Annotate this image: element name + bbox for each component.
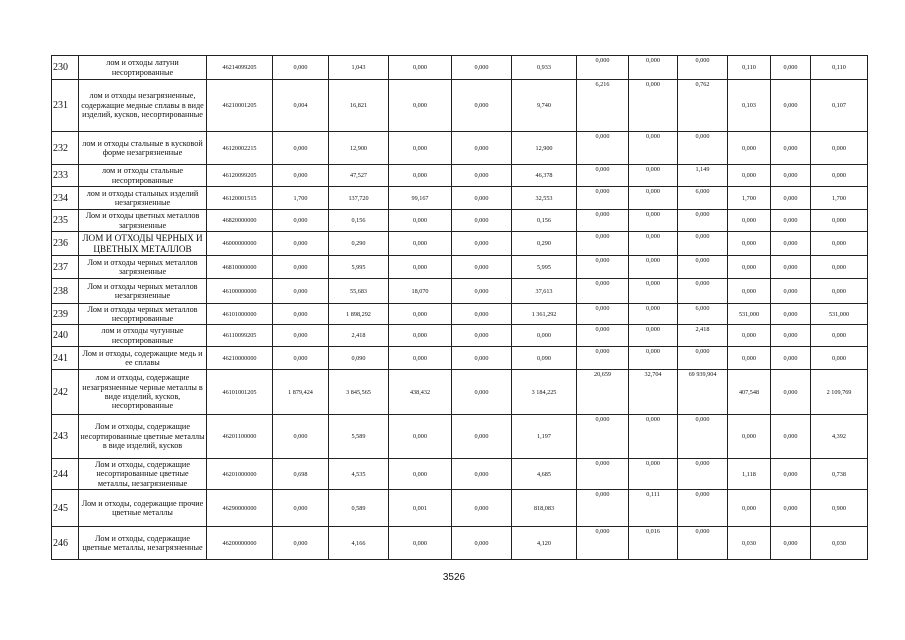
value-cell-5: 12,900	[512, 132, 577, 165]
table-row	[52, 165, 868, 187]
value-cell-10: 0,000	[771, 132, 811, 165]
value-cell-11: 0,000	[811, 256, 868, 279]
value-cell-6: 0,000	[577, 132, 629, 165]
waste-table-sheet	[51, 55, 867, 568]
value-cell-3: 0,000	[389, 232, 452, 256]
value-cell-6: 0,000	[577, 232, 629, 256]
waste-code-cell: 46214099205	[207, 56, 273, 80]
waste-name-cell: Лом и отходы черных металлов загрязненные	[79, 256, 207, 279]
value-cell-7: 0,016	[629, 527, 678, 560]
value-cell-8: 0,000	[678, 210, 728, 232]
table-row	[52, 210, 868, 232]
value-cell-5: 9,740	[512, 80, 577, 132]
value-cell-1: 0,000	[273, 256, 329, 279]
waste-code-cell: 46210001205	[207, 80, 273, 132]
value-cell-11: 1,700	[811, 187, 868, 210]
value-cell-1: 0,000	[273, 527, 329, 560]
value-cell-11: 0,900	[811, 490, 868, 527]
waste-code-cell: 46120002215	[207, 132, 273, 165]
value-cell-2: 0,589	[329, 490, 389, 527]
waste-name-cell: Лом и отходы цветных металлов загрязненные	[79, 210, 207, 232]
value-cell-8: 0,000	[678, 490, 728, 527]
value-cell-3: 0,000	[389, 256, 452, 279]
waste-code-cell: 46200000000	[207, 527, 273, 560]
waste-name-cell: лом и отходы стальных изделий незагрязненные	[79, 187, 207, 210]
value-cell-6: 0,000	[577, 279, 629, 304]
value-cell-5: 1 361,292	[512, 304, 577, 325]
table-row	[52, 56, 868, 80]
value-cell-7: 0,000	[629, 165, 678, 187]
value-cell-3: 0,000	[389, 527, 452, 560]
value-cell-6: 0,000	[577, 415, 629, 459]
waste-name-cell: лом и отходы незагрязненные, содержащие медные сплавы в виде изделий, кусков, несортированные	[79, 80, 207, 132]
value-cell-5: 4,685	[512, 459, 577, 490]
value-cell-1: 0,698	[273, 459, 329, 490]
value-cell-8: 0,000	[678, 56, 728, 80]
value-cell-10: 0,000	[771, 165, 811, 187]
value-cell-9: 1,118	[728, 459, 771, 490]
row-number-cell: 230	[52, 56, 79, 80]
value-cell-4: 0,000	[452, 459, 512, 490]
value-cell-7: 0,000	[629, 279, 678, 304]
value-cell-5: 37,613	[512, 279, 577, 304]
value-cell-2: 0,090	[329, 347, 389, 370]
value-cell-7: 0,000	[629, 210, 678, 232]
value-cell-2: 1,043	[329, 56, 389, 80]
value-cell-2: 0,290	[329, 232, 389, 256]
waste-name-cell: лом и отходы латуни несортированные	[79, 56, 207, 80]
value-cell-2: 4,166	[329, 527, 389, 560]
row-number-cell: 239	[52, 304, 79, 325]
value-cell-2: 4,535	[329, 459, 389, 490]
waste-code-cell: 46000000000	[207, 232, 273, 256]
value-cell-2: 137,720	[329, 187, 389, 210]
value-cell-1: 1,700	[273, 187, 329, 210]
value-cell-7: 0,000	[629, 304, 678, 325]
waste-code-cell: 46810000000	[207, 256, 273, 279]
value-cell-10: 0,000	[771, 370, 811, 415]
waste-name-cell: лом и отходы чугунные несортированные	[79, 325, 207, 347]
value-cell-11: 4,392	[811, 415, 868, 459]
value-cell-8: 0,000	[678, 459, 728, 490]
value-cell-3: 0,000	[389, 347, 452, 370]
value-cell-3: 99,167	[389, 187, 452, 210]
value-cell-8: 0,000	[678, 256, 728, 279]
value-cell-5: 0,933	[512, 56, 577, 80]
value-cell-6: 0,000	[577, 490, 629, 527]
value-cell-10: 0,000	[771, 527, 811, 560]
value-cell-6: 20,659	[577, 370, 629, 415]
value-cell-9: 531,000	[728, 304, 771, 325]
value-cell-6: 0,000	[577, 210, 629, 232]
row-number-cell: 246	[52, 527, 79, 560]
table-row	[52, 187, 868, 210]
value-cell-10: 0,000	[771, 279, 811, 304]
value-cell-4: 0,000	[452, 132, 512, 165]
value-cell-1: 0,000	[273, 56, 329, 80]
row-number-cell: 234	[52, 187, 79, 210]
value-cell-2: 0,156	[329, 210, 389, 232]
value-cell-6: 0,000	[577, 347, 629, 370]
value-cell-3: 0,000	[389, 132, 452, 165]
value-cell-10: 0,000	[771, 80, 811, 132]
value-cell-9: 0,000	[728, 210, 771, 232]
value-cell-10: 0,000	[771, 210, 811, 232]
value-cell-8: 0,762	[678, 80, 728, 132]
waste-table-body	[52, 56, 868, 560]
value-cell-4: 0,000	[452, 210, 512, 232]
value-cell-5: 46,378	[512, 165, 577, 187]
value-cell-11: 0,000	[811, 232, 868, 256]
value-cell-1: 0,000	[273, 132, 329, 165]
value-cell-9: 0,110	[728, 56, 771, 80]
value-cell-5: 1,197	[512, 415, 577, 459]
value-cell-1: 0,000	[273, 415, 329, 459]
waste-code-cell: 46100000000	[207, 279, 273, 304]
value-cell-11: 0,000	[811, 165, 868, 187]
value-cell-8: 6,000	[678, 304, 728, 325]
value-cell-8: 0,000	[678, 232, 728, 256]
value-cell-4: 0,000	[452, 279, 512, 304]
value-cell-3: 0,001	[389, 490, 452, 527]
value-cell-3: 0,000	[389, 80, 452, 132]
value-cell-5: 0,000	[512, 325, 577, 347]
value-cell-5: 0,090	[512, 347, 577, 370]
value-cell-5: 32,553	[512, 187, 577, 210]
waste-name-cell: лом и отходы стальные несортированные	[79, 165, 207, 187]
value-cell-2: 12,900	[329, 132, 389, 165]
value-cell-10: 0,000	[771, 490, 811, 527]
value-cell-6: 0,000	[577, 527, 629, 560]
value-cell-2: 16,821	[329, 80, 389, 132]
value-cell-7: 0,000	[629, 56, 678, 80]
value-cell-4: 0,000	[452, 56, 512, 80]
waste-name-cell: Лом и отходы черных металлов несортированные	[79, 304, 207, 325]
value-cell-1: 0,000	[273, 232, 329, 256]
table-row	[52, 232, 868, 256]
value-cell-4: 0,000	[452, 187, 512, 210]
value-cell-2: 3 845,565	[329, 370, 389, 415]
value-cell-4: 0,000	[452, 370, 512, 415]
row-number-cell: 245	[52, 490, 79, 527]
value-cell-10: 0,000	[771, 325, 811, 347]
value-cell-10: 0,000	[771, 187, 811, 210]
value-cell-1: 0,000	[273, 304, 329, 325]
value-cell-9: 0,103	[728, 80, 771, 132]
row-number-cell: 240	[52, 325, 79, 347]
value-cell-9: 0,000	[728, 165, 771, 187]
value-cell-11: 0,000	[811, 279, 868, 304]
value-cell-10: 0,000	[771, 256, 811, 279]
value-cell-2: 47,527	[329, 165, 389, 187]
waste-code-cell: 46110099205	[207, 325, 273, 347]
value-cell-7: 0,111	[629, 490, 678, 527]
value-cell-5: 0,290	[512, 232, 577, 256]
value-cell-7: 0,000	[629, 256, 678, 279]
waste-code-cell: 46201100000	[207, 415, 273, 459]
waste-code-cell: 46101000000	[207, 304, 273, 325]
value-cell-11: 0,107	[811, 80, 868, 132]
value-cell-11: 0,738	[811, 459, 868, 490]
value-cell-4: 0,000	[452, 80, 512, 132]
waste-name-cell: Лом и отходы, содержащие несортированные цветные металлы, незагрязненные	[79, 459, 207, 490]
value-cell-6: 0,000	[577, 187, 629, 210]
table-row	[52, 256, 868, 279]
waste-name-cell: Лом и отходы, содержащие медь и ее сплавы	[79, 347, 207, 370]
value-cell-9: 0,030	[728, 527, 771, 560]
row-number-cell: 231	[52, 80, 79, 132]
waste-code-cell: 46101001205	[207, 370, 273, 415]
row-number-cell: 238	[52, 279, 79, 304]
value-cell-7: 0,000	[629, 415, 678, 459]
value-cell-9: 0,000	[728, 256, 771, 279]
value-cell-6: 0,000	[577, 165, 629, 187]
value-cell-3: 438,432	[389, 370, 452, 415]
value-cell-4: 0,000	[452, 325, 512, 347]
value-cell-9: 0,000	[728, 132, 771, 165]
table-row	[52, 527, 868, 560]
value-cell-11: 0,000	[811, 210, 868, 232]
value-cell-10: 0,000	[771, 459, 811, 490]
value-cell-2: 2,418	[329, 325, 389, 347]
waste-code-cell: 46201000000	[207, 459, 273, 490]
waste-name-cell: лом и отходы, содержащие незагрязненные черные металлы в виде изделий, кусков, несортированные	[79, 370, 207, 415]
value-cell-4: 0,000	[452, 347, 512, 370]
value-cell-8: 6,000	[678, 187, 728, 210]
value-cell-6: 0,000	[577, 256, 629, 279]
value-cell-1: 0,000	[273, 210, 329, 232]
value-cell-1: 0,000	[273, 347, 329, 370]
value-cell-5: 3 184,225	[512, 370, 577, 415]
value-cell-4: 0,000	[452, 256, 512, 279]
value-cell-10: 0,000	[771, 415, 811, 459]
row-number-cell: 242	[52, 370, 79, 415]
value-cell-1: 0,000	[273, 165, 329, 187]
value-cell-6: 0,000	[577, 56, 629, 80]
value-cell-11: 0,030	[811, 527, 868, 560]
value-cell-7: 0,000	[629, 187, 678, 210]
value-cell-6: 0,000	[577, 304, 629, 325]
value-cell-9: 1,700	[728, 187, 771, 210]
value-cell-9: 0,000	[728, 415, 771, 459]
value-cell-2: 5,995	[329, 256, 389, 279]
table-row	[52, 490, 868, 527]
value-cell-9: 0,000	[728, 325, 771, 347]
row-number-cell: 235	[52, 210, 79, 232]
value-cell-3: 0,000	[389, 56, 452, 80]
row-number-cell: 244	[52, 459, 79, 490]
value-cell-3: 0,000	[389, 210, 452, 232]
value-cell-11: 2 109,769	[811, 370, 868, 415]
value-cell-4: 0,000	[452, 415, 512, 459]
value-cell-11: 0,110	[811, 56, 868, 80]
value-cell-3: 0,000	[389, 459, 452, 490]
waste-name-cell: Лом и отходы, содержащие несортированные цветные металлы в виде изделий, кусков	[79, 415, 207, 459]
value-cell-9: 0,000	[728, 279, 771, 304]
value-cell-8: 2,418	[678, 325, 728, 347]
value-cell-8: 0,000	[678, 347, 728, 370]
row-number-cell: 241	[52, 347, 79, 370]
waste-name-cell: ЛОМ И ОТХОДЫ ЧЕРНЫХ И ЦВЕТНЫХ МЕТАЛЛОВ	[79, 232, 207, 256]
waste-table	[51, 55, 868, 560]
value-cell-6: 0,000	[577, 325, 629, 347]
value-cell-10: 0,000	[771, 56, 811, 80]
waste-code-cell: 46120001515	[207, 187, 273, 210]
value-cell-3: 0,000	[389, 165, 452, 187]
value-cell-11: 0,000	[811, 347, 868, 370]
value-cell-8: 1,149	[678, 165, 728, 187]
value-cell-10: 0,000	[771, 304, 811, 325]
value-cell-10: 0,000	[771, 347, 811, 370]
value-cell-4: 0,000	[452, 232, 512, 256]
table-row	[52, 279, 868, 304]
value-cell-2: 5,589	[329, 415, 389, 459]
value-cell-7: 0,000	[629, 459, 678, 490]
value-cell-5: 818,083	[512, 490, 577, 527]
waste-name-cell: Лом и отходы, содержащие цветные металлы, незагрязненные	[79, 527, 207, 560]
waste-code-cell: 46120099205	[207, 165, 273, 187]
row-number-cell: 237	[52, 256, 79, 279]
value-cell-1: 0,000	[273, 490, 329, 527]
table-row	[52, 325, 868, 347]
row-number-cell: 233	[52, 165, 79, 187]
table-row	[52, 459, 868, 490]
value-cell-7: 0,000	[629, 325, 678, 347]
value-cell-4: 0,000	[452, 165, 512, 187]
value-cell-7: 0,000	[629, 80, 678, 132]
value-cell-7: 0,000	[629, 232, 678, 256]
table-row	[52, 370, 868, 415]
row-number-cell: 236	[52, 232, 79, 256]
value-cell-1: 0,000	[273, 325, 329, 347]
value-cell-9: 407,548	[728, 370, 771, 415]
value-cell-5: 4,120	[512, 527, 577, 560]
value-cell-3: 0,000	[389, 415, 452, 459]
value-cell-6: 6,216	[577, 80, 629, 132]
value-cell-7: 32,704	[629, 370, 678, 415]
value-cell-2: 55,683	[329, 279, 389, 304]
value-cell-11: 531,000	[811, 304, 868, 325]
value-cell-4: 0,000	[452, 304, 512, 325]
table-row	[52, 132, 868, 165]
value-cell-8: 0,000	[678, 527, 728, 560]
value-cell-1: 0,000	[273, 279, 329, 304]
value-cell-3: 0,000	[389, 325, 452, 347]
value-cell-8: 0,000	[678, 279, 728, 304]
value-cell-5: 5,995	[512, 256, 577, 279]
waste-code-cell: 46290000000	[207, 490, 273, 527]
value-cell-10: 0,000	[771, 232, 811, 256]
row-number-cell: 232	[52, 132, 79, 165]
row-number-cell: 243	[52, 415, 79, 459]
table-row	[52, 347, 868, 370]
waste-name-cell: Лом и отходы, содержащие прочие цветные металлы	[79, 490, 207, 527]
value-cell-2: 1 898,292	[329, 304, 389, 325]
value-cell-1: 1 879,424	[273, 370, 329, 415]
table-row	[52, 80, 868, 132]
table-row	[52, 415, 868, 459]
value-cell-8: 69 939,904	[678, 370, 728, 415]
value-cell-11: 0,000	[811, 132, 868, 165]
waste-name-cell: лом и отходы стальные в кусковой форме незагрязненные	[79, 132, 207, 165]
value-cell-7: 0,000	[629, 347, 678, 370]
value-cell-8: 0,000	[678, 132, 728, 165]
waste-code-cell: 46820000000	[207, 210, 273, 232]
waste-code-cell: 46210000000	[207, 347, 273, 370]
page-number: 3526	[442, 572, 466, 583]
value-cell-9: 0,000	[728, 490, 771, 527]
value-cell-3: 18,070	[389, 279, 452, 304]
table-row	[52, 304, 868, 325]
value-cell-4: 0,000	[452, 527, 512, 560]
value-cell-1: 0,004	[273, 80, 329, 132]
value-cell-6: 0,000	[577, 459, 629, 490]
value-cell-5: 0,156	[512, 210, 577, 232]
value-cell-8: 0,000	[678, 415, 728, 459]
value-cell-4: 0,000	[452, 490, 512, 527]
value-cell-3: 0,000	[389, 304, 452, 325]
value-cell-7: 0,000	[629, 132, 678, 165]
value-cell-9: 0,000	[728, 347, 771, 370]
waste-name-cell: Лом и отходы черных металлов незагрязненные	[79, 279, 207, 304]
value-cell-9: 0,000	[728, 232, 771, 256]
value-cell-11: 0,000	[811, 325, 868, 347]
